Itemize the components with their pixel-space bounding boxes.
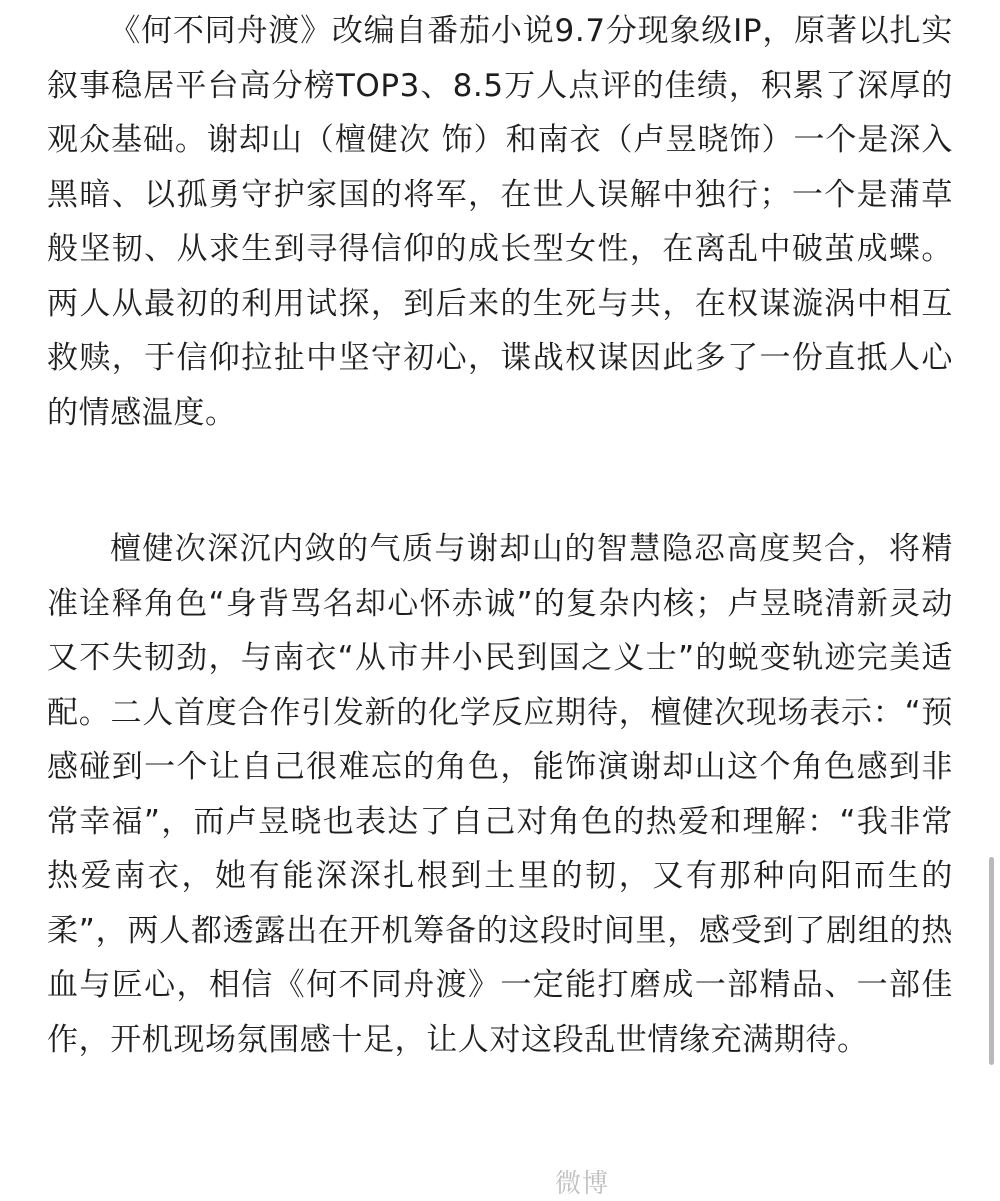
paragraph-1-text: 《何不同舟渡》改编自番茄小说9.7分现象级IP，原著以扎实叙事稳居平台高分榜TOP3、8.5万人点评的佳绩，积累了深厚的观众基础。谢却山（檀健次 饰）和南衣（卢昱晓饰）一个是深入黑暗、以孤勇守护家国的将军，在世人误解中独行；一个是蒲草般坚韧、从求生到寻得信仰的成长型女性，在离乱中破茧成蝶。两人从最初的利用试探，到后来的生死与共，在权谋漩涡中相互救赎，于信仰拉扯中坚守初心，谍战权谋因此多了一份直抵人心的情感温度。 [47,13,953,431]
article-paragraph-1 [47,4,953,440]
paragraph-2-text: 檀健次深沉内敛的气质与谢却山的智慧隐忍高度契合，将精准诠释角色“身背骂名却心怀赤诚”的复杂内核；卢昱晓清新灵动又不失韧劲，与南衣“从市井小民到国之义士”的蜕变轨迹完美适配。二人首度合作引发新的化学反应期待，檀健次现场表示：“预感碰到一个让自己很难忘的角色，能饰演谢却山这个角色感到非常幸福”，而卢昱晓也表达了自己对角色的热爱和理解：“我非常热爱南衣，她有能深深扎根到土里的韧，又有那种向阳而生的柔”，两人都透露出在开机筹备的这段时间里，感受到了剧组的热血与匠心，相信《何不同舟渡》一定能打磨成一部精品、一部佳作，开机现场氛围感十足，让人对这段乱世情缘充满期待。 [47,531,953,1058]
watermark: 微博 [555,1169,610,1199]
vertical-scrollbar[interactable] [989,857,994,1065]
article-paragraph-2 [47,522,953,1067]
